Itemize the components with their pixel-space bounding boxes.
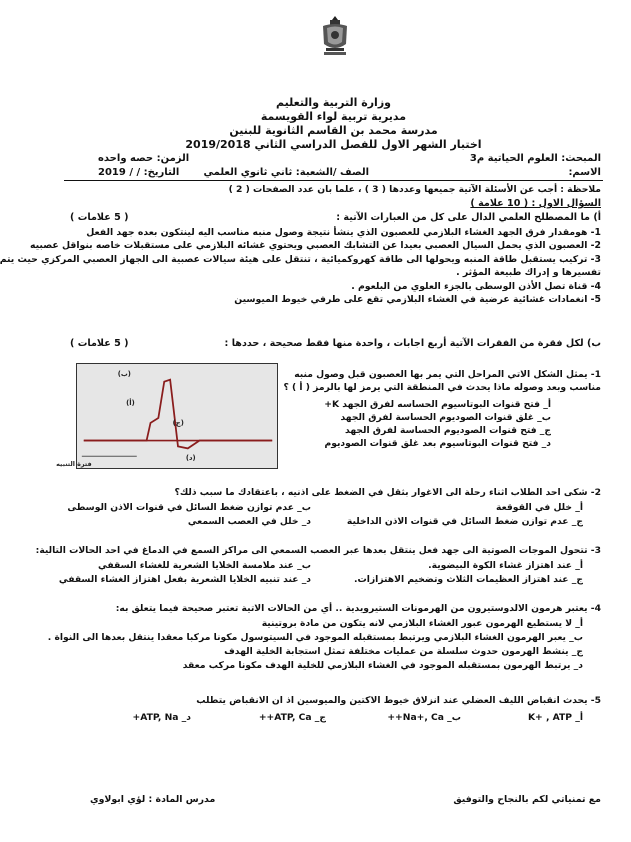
- footer-wish: مع تمنياتي لكم بالنجاح والتوفيق: [453, 794, 601, 805]
- mc1-option-d[interactable]: د_ فتح قنوات البوتاسيوم بعد غلق قنوات الصوديوم: [324, 438, 551, 449]
- graph-label-c: (ج): [172, 418, 184, 427]
- name-label: الاسم:: [568, 167, 601, 178]
- action-potential-graph: [56, 363, 278, 469]
- mc3-stem: 3- تتحول الموجات الصوتية الى جهد فعل ينتقل بعدها عبر العصب السمعي الى مراكز السمع في الدماغ في احد الحالات التالية:: [35, 545, 601, 556]
- mc2-option-a[interactable]: أ_ خلل في القوقعة: [496, 502, 583, 513]
- mc2-option-b[interactable]: ب_ عدم توازن ضغط السائل في قنوات الاذن الوسطى: [67, 502, 311, 513]
- list-item: تفسيرها و إدراك طبيعة المؤثر .: [456, 267, 601, 279]
- mc1-stem: 1- يمثل الشكل الاتي المراحل التي يمر بها العصبون قبل وصول منبه مناسب وبعد وصوله ماذا يحدث في المنطقة التي يرمز لها بالرمز ( أ ) ؟: [283, 369, 601, 393]
- mc5-option-c[interactable]: ج_ ATP, Ca++: [258, 712, 326, 723]
- mc4-stem: 4- يعتبر هرمون الالدوستيرون من الهرمونات الستيرويدية .. أي من الحالات الاتية تعتبر صحيحة فيما يتعلق به:: [115, 603, 601, 614]
- class-label: الصف /الشعبة: ثاني ثانوي العلمي: [203, 167, 369, 178]
- mc4-options: [48, 617, 583, 673]
- school-name: مدرسة محمد بن القاسم الثانوية للبنين: [229, 124, 438, 137]
- header-divider: [64, 180, 603, 181]
- mc5-option-a[interactable]: أ_ K+ , ATP: [527, 712, 583, 723]
- mc5-option-d[interactable]: د_ ATP, Na+: [132, 712, 191, 723]
- list-item: 5- انغمادات غشائية عرضية في الغشاء البلازمي تقع على طرفي خيوط الميوسين: [234, 294, 601, 306]
- mc2-option-d[interactable]: د_ خلل في العصب السمعي: [187, 516, 311, 527]
- exam-note: ملاحظة : أجب عن الأسئلة الآتية جميعها وعددها ( 3 ) ، علما بان عدد الصفحات ( 2 ): [228, 184, 601, 195]
- mc1-option-b[interactable]: ب_ غلق قنوات الصوديوم الحساسة لفرق الجهد: [340, 412, 551, 423]
- mc1-options: [324, 398, 551, 450]
- list-item: 3- تركيب يستقبل طاقة المنبه ويحولها الى طاقة كهروكميائية ، تنتقل على هيئة سيالات عصبية الى الجهاز العصبي المركزي حيث يتم: [0, 253, 601, 265]
- graph-label-stimulus: فترة التنبيه: [56, 460, 92, 469]
- ministry-name: وزارة التربية والتعليم: [276, 96, 391, 109]
- list-item: 4- قناة تصل الأذن الوسطى بالجزء العلوي من البلعوم .: [351, 280, 601, 292]
- mc3-option-c[interactable]: ج_ عند اهتزاز العظيمات الثلاث وتضخيم الاهتزازات.: [354, 574, 583, 585]
- date-label: التاريخ: / / 2019: [98, 167, 180, 178]
- q1-part-a-marks: ( 5 علامات ): [70, 212, 129, 223]
- q1-title: السؤال الاول : ( 10 علامة ): [470, 198, 601, 209]
- q1-part-b-marks: ( 5 علامات ): [70, 338, 129, 349]
- mc2-option-c[interactable]: ج_ عدم توازن ضغط السائل في قنوات الاذن الداخلية: [346, 516, 583, 527]
- graph-label-b: (ب): [117, 369, 131, 378]
- jordan-emblem-icon: [318, 14, 352, 58]
- mc3-option-a[interactable]: أ_ عند اهتزاز غشاء الكوة البيضوية.: [428, 560, 583, 571]
- mc5-stem: 5- يحدث انقباض الليف العضلي عند انزلاق خيوط الاكتين والميوسين اذ ان الانقباض يتطلب: [196, 695, 601, 706]
- list-item: 2- العصبون الذي يحمل السيال العصبي بعيدا عن التشابك العصبي ويحتوي غشائه البلازمي على مستقبلات خاصه بنواقل عصبيه: [29, 240, 601, 252]
- q1-part-a-items: [0, 226, 601, 306]
- graph-label-a: (أ): [126, 399, 135, 408]
- mc1-option-a[interactable]: أ_ فتح قنوات البوتاسيوم الحساسه لفرق الجهد K+: [324, 399, 551, 410]
- directorate-name: مديرية تربية لواء القويسمة: [260, 110, 407, 123]
- mc3-option-d[interactable]: د_ عند تنبيه الخلايا الشعرية بفعل اهتزاز الغشاء السقفي: [58, 574, 311, 585]
- mc4-option-d[interactable]: د_ يرتبط الهرمون بمستقبله الموجود في الغشاء البلازمي للخلية الهدف مكونا مركب معقد: [182, 660, 583, 671]
- time-label: الزمن: حصه واحده: [98, 153, 190, 164]
- mc3-option-b[interactable]: ب_ عند ملامسة الخلايا الشعرية للغشاء السقفي: [98, 560, 311, 571]
- q1-part-a-title: أ) ما المصطلح العلمي الدال على كل من العبارات الآتية :: [336, 212, 601, 223]
- mc4-option-b[interactable]: ب_ يعبر الهرمون الغشاء البلازمي ويرتبط بمستقبله الموجود في السيتوسول مكونا مركبا معقدا ينتقل بعدها الى النواة .: [47, 632, 583, 643]
- q1-part-b-title: ب) لكل فقرة من الفقرات الآتية أربع اجابات ، واحدة منها فقط صحيحة ، حددها :: [224, 338, 601, 349]
- mc2-stem: 2- شكى احد الطلاب اثناء رحلة الى الاغوار بثقل في الضغط على اذنيه ، باعتقادك ما سبب ذلك؟: [174, 487, 601, 498]
- mc4-option-a[interactable]: أ_ لا يستطيع الهرمون عبور الغشاء البلازمي لانه يتكون من مادة بروتينية: [261, 618, 583, 629]
- footer-teacher: مدرس المادة : لؤي ابولاوي: [90, 794, 216, 805]
- mc4-option-c[interactable]: ج_ ينشط الهرمون حدوث سلسلة من عمليات مختلفة تمثل استجابة الخلية الهدف: [224, 646, 583, 657]
- graph-label-d: (د): [185, 454, 196, 463]
- header-block: [36, 96, 631, 152]
- exam-title: اختبار الشهر الاول للفصل الدراسي الثاني 2019/2018: [185, 138, 482, 151]
- mc1-option-c[interactable]: ج_ فتح قنوات الصوديوم الحساسة لفرق الجهد: [345, 425, 551, 436]
- mc5-option-b[interactable]: ب_ Na+, Ca++: [387, 712, 461, 723]
- subject-label: المبحث: العلوم الحياتية م3: [469, 153, 601, 164]
- list-item: 1- هومقدار فرق الجهد الغشاء البلازمي للعصبون الذي ينشأ نتيجة وصول منبه مناسب اليه لينتكون بعده جهد الفعل: [86, 227, 601, 238]
